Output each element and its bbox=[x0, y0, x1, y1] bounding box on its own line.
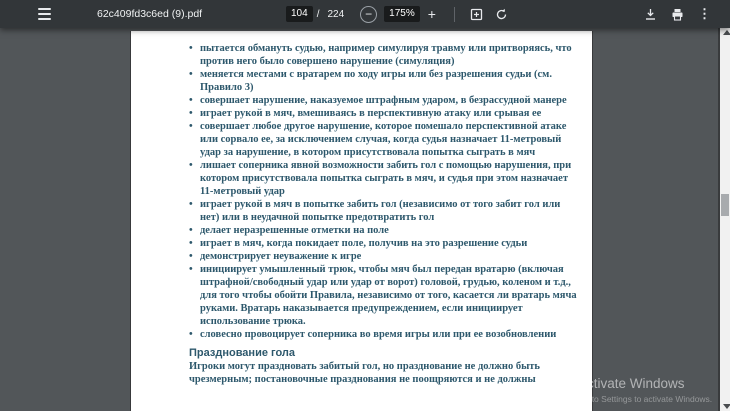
page-number-input[interactable]: 104 bbox=[286, 6, 313, 22]
scroll-down-arrow-icon[interactable] bbox=[723, 404, 730, 409]
pdf-viewer-area bbox=[0, 28, 730, 411]
pdf-page bbox=[130, 31, 593, 411]
toolbar-left-group bbox=[38, 0, 202, 28]
menu-icon[interactable] bbox=[38, 8, 51, 20]
page-content bbox=[131, 42, 592, 386]
activate-windows-watermark bbox=[578, 376, 712, 404]
section-heading: Празднование гола bbox=[189, 347, 295, 359]
scroll-up-arrow-icon[interactable] bbox=[723, 30, 730, 35]
fit-page-icon[interactable] bbox=[470, 8, 483, 21]
list-item: • играет рукой в мяч, вмешиваясь в перспективную атаку или срывая ее bbox=[200, 107, 577, 120]
list-item: • делает неразрешенные отметки на поле bbox=[200, 224, 577, 237]
list-item: • демонстрирует неуважение к игре bbox=[200, 250, 577, 263]
list-item: • играет рукой в мяч в попытке забить гол (независимо от того забит гол или нет) или в неудачной попытке предотвратить гол bbox=[200, 198, 577, 224]
page-separator: / bbox=[316, 8, 320, 20]
toolbar-right-group bbox=[637, 0, 718, 28]
rotate-icon[interactable] bbox=[495, 8, 508, 21]
list-item: • играет в мяч, когда покидает поле, получив на это разрешение судьи bbox=[200, 237, 577, 250]
pdf-toolbar bbox=[0, 0, 730, 28]
zoom-level-input[interactable]: 175% bbox=[384, 6, 420, 22]
download-icon[interactable] bbox=[644, 8, 657, 21]
zoom-out-button[interactable]: − bbox=[360, 6, 377, 23]
body-paragraph: Игроки могут праздновать забитый гол, но празднование не должно быть чрезмерным; постановочные празднования не поощряются и не должны bbox=[189, 361, 540, 385]
scrollbar-thumb[interactable] bbox=[721, 194, 729, 216]
list-item: • пытается обмануть судью, например симулируя травму или притворяясь, что против него было совершено нарушение (симуляция) bbox=[200, 42, 577, 68]
misconduct-bullet-list bbox=[131, 42, 592, 341]
list-item: • совершает нарушение, наказуемое штрафным ударом, в безрассудной манере bbox=[200, 94, 577, 107]
toolbar-divider bbox=[454, 7, 455, 22]
list-item: • лишает соперника явной возможности забить гол с помощью нарушения, при котором присутствовала попытка сыграть в мяч, и судья при этом назначает 11-метровый удар bbox=[200, 159, 577, 198]
vertical-scrollbar[interactable] bbox=[718, 28, 730, 411]
zoom-in-button[interactable]: + bbox=[427, 6, 436, 22]
document-title: 62c409fd3c6ed (9).pdf bbox=[97, 8, 203, 20]
list-item: • словесно провоцирует соперника во время игры или при ее возобновлении bbox=[200, 328, 577, 341]
list-item: • меняется местами с вратарем по ходу игры или без разрешения судьи (см. Правило 3) bbox=[200, 68, 577, 94]
page-total: 224 bbox=[327, 8, 345, 20]
print-icon[interactable] bbox=[671, 8, 684, 21]
list-item: • совершает любое другое нарушение, которое помешало перспективной атаке или сорвало ее, за исключением случая, когда судья назначает 11-метровый удар за нарушение, в котором присутствовала попытка сыграть в мяч bbox=[200, 120, 577, 159]
watermark-subtitle: Go to Settings to activate Windows. bbox=[578, 394, 713, 404]
toolbar-center-group bbox=[286, 0, 514, 28]
more-vertical-icon[interactable]: ⋮ bbox=[698, 6, 711, 21]
watermark-title: Activate Windows bbox=[578, 376, 685, 391]
list-item: • инициирует умышленный трюк, чтобы мяч был передан вратарю (включая штрафной/свободный удар или удар от ворот) головой, грудью, коленом и т.д., для того чтобы обойти Правила, независимо от того, касается ли вратарь мяча руками. Вратарь наказывается предупреждением, если инициирует использование трюка. bbox=[200, 263, 577, 328]
